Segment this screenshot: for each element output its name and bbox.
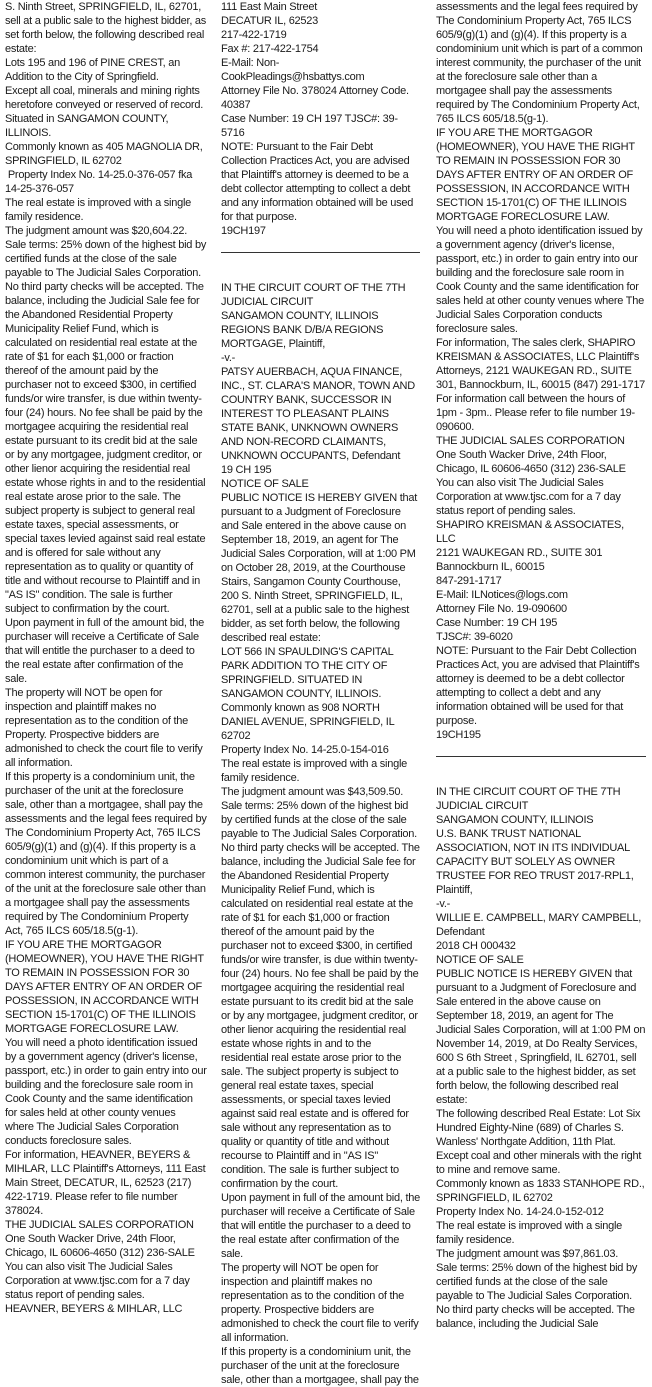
notice-paragraph: For information, HEAVNER, BEYERS & MIHLAR, LLC Plaintiff's Attorneys, 111 East Main Street, DECATUR, IL, 62523 (217) 422-1719. Please refer to file number 378024. <box>5 1149 209 1217</box>
notice-paragraph: LOT 566 IN SPAULDING'S CAPITAL PARK ADDITION TO THE CITY OF SPRINGFIELD. SITUATED IN SANGAMON COUNTY, ILLINOIS. <box>221 646 396 700</box>
notice-paragraph: The property will NOT be open for inspection and plaintiff makes no representation as to the condition of the property. Prospective bidders are admonished to check the court file to verify all information. <box>221 1262 422 1344</box>
notice-paragraph: The judgment amount was $20,604.22. <box>5 225 188 237</box>
notice-paragraph: NOTE: Pursuant to the Fair Debt Collection Practices Act, you are advised that Plaintiff's attorney is deemed to be a debt collector attempting to collect a debt and any information obtained will be used for that purpose. <box>436 645 643 727</box>
notice-paragraph: SANGAMON COUNTY, ILLINOIS <box>221 310 379 322</box>
notice-paragraph: The property will NOT be open for inspection and plaintiff makes no representation as to the condition of the Property. Prospective bidders are admonished to check the court file to verify all information. <box>5 687 206 769</box>
notice-paragraph: You will need a photo identification issued by a government agency (driver's license, passport, etc.) in order to gain entry into our building and the foreclosure sale room in Cook County and the same identification for sales held at other county venues where The Judicial Sales Corporation conducts foreclosure sales. <box>436 225 647 335</box>
notice-paragraph: IN THE CIRCUIT COURT OF THE 7TH JUDICIAL CIRCUIT <box>221 282 409 308</box>
notice-paragraph: If this property is a condominium unit, the purchaser of the unit at the foreclosure sale, other than a mortgagee, shall pay the assessments and the legal fees required by The Condominium Property Act, 765 ILCS 605/9(g)(1) and (g)(4). If this property is a condominium unit which is part of a common interest community, the purchaser of the unit at the foreclosure sale other than a mortgagee shall pay the assessments required by The Condominium Property Act, 765 ILCS 605/18.5(g-1). <box>5 771 210 937</box>
notice-paragraph: THE JUDICIAL SALES CORPORATION <box>5 1219 194 1231</box>
notice-paragraph: PATSY AUERBACH, AQUA FINANCE, INC., ST. CLARA'S MANOR, TOWN AND COUNTRY BANK, SUCCESSOR IN INTEREST TO PLEASANT PLAINS STATE BANK, UNKNOWN OWNERS AND NON-RECORD CLAIMANTS, UNKNOWN OCCUPANTS, Defendant <box>221 366 418 462</box>
notice-paragraph: Fax #: 217-422-1754 <box>221 43 319 55</box>
notice-paragraph: Except all coal, minerals and mining rights heretofore conveyed or reserved of record. Situated in SANGAMON COUNTY, ILLINOIS. <box>5 85 206 139</box>
notice-paragraph: -v.- <box>221 352 236 364</box>
notice-paragraph: E-Mail: ILNotices@logs.com <box>436 589 568 601</box>
notice-paragraph: If this property is a condominium unit, the purchaser of the unit at the foreclosure sale, other than a mortgagee, shall pay the <box>221 1346 419 1386</box>
notice-paragraph: NOTE: Pursuant to the Fair Debt Collection Practices Act, you are advised that Plaintiff's attorney is deemed to be a debt collector attempting to collect a debt and any information obtained will be used for that purpose. <box>221 141 416 223</box>
notice-paragraph: U.S. BANK TRUST NATIONAL ASSOCIATION, NOT IN ITS INDIVIDUAL CAPACITY BUT SOLELY AS OWNER TRUSTEE FOR REO TRUST 2017-RPL1, Plaintiff, <box>436 828 637 896</box>
notice-paragraph: Attorney File No. 19-090600 <box>436 603 567 615</box>
column-1 <box>0 0 213 1344</box>
notice-paragraph: IF YOU ARE THE MORTGAGOR (HOMEOWNER), YOU HAVE THE RIGHT TO REMAIN IN POSSESSION FOR 30 DAYS AFTER ENTRY OF AN ORDER OF POSSESSION, IN ACCORDANCE WITH SECTION 15-1701(C) OF THE ILLINOIS MORTGAGE FORECLOSURE LAW. <box>5 939 207 1035</box>
notice-paragraph: TJSC#: 39-6020 <box>436 631 513 643</box>
notice-paragraph: Property Index No. 14-25.0-154-016 <box>221 744 389 756</box>
notice-paragraph: IF YOU ARE THE MORTGAGOR (HOMEOWNER), YOU HAVE THE RIGHT TO REMAIN IN POSSESSION FOR 30 DAYS AFTER ENTRY OF AN ORDER OF POSSESSION, IN ACCORDANCE WITH SECTION 15-1701(C) OF THE ILLINOIS MORTGAGE FORECLOSURE LAW. <box>436 127 638 223</box>
notice-paragraph: 2018 CH 000432 <box>436 940 516 952</box>
notice-paragraph: REGIONS BANK D/B/A REGIONS MORTGAGE, Plaintiff, <box>221 324 387 350</box>
notice-paragraph: Sale terms: 25% down of the highest bid by certified funds at the close of the sale payable to The Judicial Sales Corporation. No third party checks will be accepted. The balance, including the Judicial Sale <box>436 1262 640 1330</box>
notice-paragraph: IN THE CIRCUIT COURT OF THE 7TH JUDICIAL CIRCUIT <box>436 786 624 812</box>
notice-paragraph: Commonly known as 908 NORTH DANIEL AVENUE, SPRINGFIELD, IL 62702 <box>221 702 397 742</box>
notice-paragraph: 2121 WAUKEGAN RD., SUITE 301 <box>436 547 603 559</box>
notice-paragraph: Upon payment in full of the amount bid, the purchaser will receive a Certificate of Sale that will entitle the purchaser to a deed to the real estate after confirmation of the sale. <box>221 1192 423 1260</box>
notice-paragraph: Attorney File No. 378024 Attorney Code. 40387 <box>221 85 412 111</box>
notice-paragraph: For information, The sales clerk, SHAPIRO KREISMAN & ASSOCIATES, LLC Plaintiff's Attorneys, 2121 WAUKEGAN RD., SUITE 301, Bannockburn, IL, 60015 (847) 291-1717 For information call between the hours of 1pm - 3pm.. Please refer to file number 19-090600. <box>436 337 648 433</box>
notice-paragraph: -v.- <box>436 898 451 910</box>
notice-paragraph: S. Ninth Street, SPRINGFIELD, IL, 62701, sell at a public sale to the highest bidder, as set forth below, the following described real estate: <box>5 1 209 55</box>
notice-paragraph: The real estate is improved with a single family residence. <box>221 758 410 784</box>
notice-paragraph: Lots 195 and 196 of PINE CREST, an Addition to the City of Springfield. <box>5 57 183 83</box>
notice-paragraph: One South Wacker Drive, 24th Floor, Chicago, IL 60606-4650 (312) 236-SALE <box>436 449 626 475</box>
notice-paragraph: SANGAMON COUNTY, ILLINOIS <box>436 814 594 826</box>
notice-paragraph: Bannockburn IL, 60015 <box>436 561 545 573</box>
notice-paragraph: 19 CH 195 <box>221 464 272 476</box>
notice-paragraph: Sale terms: 25% down of the highest bid by certified funds at the close of the sale payable to The Judicial Sales Corporation. No third party checks will be accepted. The balance, including the Judicial Sale fee for the Abandoned Residential Property Municipality Relief Fund, which is calculated on residential real estate at the rate of $1 for each $1,000 or fraction thereof of the amount paid by the purchaser not to exceed $300, in certified funds/or wire transfer, is due within twenty-four (24) hours. No fee shall be paid by the mortgagee acquiring the residential real estate pursuant to its credit bid at the sale or by any mortgagee, judgment creditor, or other lienor acquiring the residential real estate whose rights in and to the residential real estate arose prior to the sale. The subject property is subject to general real estate taxes, special assessments, or special taxes levied against said real estate and is offered for sale without any representation as to quality or quantity of title and without recourse to Plaintiff and in "AS IS" condition. The sale is further subject to confirmation by the court. <box>5 239 209 615</box>
notice-paragraph: E-Mail: Non-CookPleadings@hsbattys.com <box>221 57 365 83</box>
notice-paragraph: 19CH195 <box>436 729 481 741</box>
notice-paragraph: You will need a photo identification issued by a government agency (driver's license, passport, etc.) in order to gain entry into our building and the foreclosure sale room in Cook County and the same identification for sales held at other county venues where The Judicial Sales Corporation conducts foreclosure sales. <box>5 1037 210 1147</box>
notice-paragraph: DECATUR IL, 62523 <box>221 15 319 27</box>
notice-paragraph: Case Number: 19 CH 195 <box>436 617 558 629</box>
column-3 <box>428 0 652 1344</box>
column-2 <box>213 0 428 1386</box>
notice-paragraph: NOTICE OF SALE <box>221 478 309 490</box>
notice-paragraph: Case Number: 19 CH 197 TJSC#: 39-5716 <box>221 113 398 139</box>
notice-paragraph: Upon payment in full of the amount bid, the purchaser will receive a Certificate of Sale that will entitle the purchaser to a deed to the real estate after confirmation of the sale. <box>5 617 207 685</box>
notice-paragraph: The real estate is improved with a single family residence. <box>5 197 194 223</box>
notice-paragraph: assessments and the legal fees required by The Condominium Property Act, 765 ILCS 605/9(g)(1) and (g)(4). If this property is a condominium unit which is part of a common interest community, the purchaser of the unit at the foreclosure sale other than a mortgagee shall pay the assessments required by The Condominium Property Act, 765 ILCS 605/18.5(g-1). <box>436 1 646 125</box>
notice-paragraph: WILLIE E. CAMPBELL, MARY CAMPBELL, Defendant <box>436 912 644 938</box>
notice-paragraph: Property Index No. 14-24.0-152-012 <box>436 1206 604 1218</box>
notice-paragraph: You can also visit The Judicial Sales Corporation at www.tjsc.com for a 7 day status report of pending sales. <box>436 477 624 517</box>
notice-paragraph: Sale terms: 25% down of the highest bid by certified funds at the close of the sale payable to The Judicial Sales Corporation. No third party checks will be accepted. The balance, including the Judicial Sale fee for the Abandoned Residential Property Municipality Relief Fund, which is calculated on residential real estate at the rate of $1 for each $1,000 or fraction thereof of the amount paid by the purchaser not to exceed $300, in certified funds/or wire transfer, is due within twenty-four (24) hours. No fee shall be paid by the mortgagee acquiring the residential real estate pursuant to its credit bid at the sale or by any mortgagee, judgment creditor, or other lienor acquiring the residential real estate whose rights in and to the residential real estate arose prior to the sale. The subject property is subject to general real estate taxes, special assessments, or special taxes levied against said real estate and is offered for sale without any representation as to quality or quantity of title and without recourse to Plaintiff and in "AS IS" condition. The sale is further subject to confirmation by the court. <box>221 800 423 1190</box>
notice-paragraph: SHAPIRO KREISMAN & ASSOCIATES, LLC <box>436 519 627 545</box>
notice-paragraph: Commonly known as 1833 STANHOPE RD., SPRINGFIELD, IL 62702 <box>436 1178 648 1204</box>
notice-paragraph: PUBLIC NOTICE IS HEREBY GIVEN that pursuant to a Judgment of Foreclosure and Sale entered in the above cause on September 18, 2019, an agent for The Judicial Sales Corporation, will at 1:00 PM on October 28, 2019, at the Courthouse Stairs, Sangamon County Courthouse, 200 S. Ninth Street, SPRINGFIELD, IL, 62701, sell at a public sale to the highest bidder, as set forth below, the following described real estate: <box>221 492 420 644</box>
notice-paragraph: The following described Real Estate: Lot Six Hundred Eighty-Nine (689) of Charles S. Wanless' Northgate Addition, 11th Plat. Except coal and other minerals with the right to mine and remove same. <box>436 1108 645 1176</box>
notice-paragraph: 847-291-1717 <box>436 575 502 587</box>
notice-paragraph: 111 East Main Street <box>221 1 318 13</box>
notice-paragraph: NOTICE OF SALE <box>436 954 524 966</box>
notice-divider <box>221 252 420 253</box>
notice-paragraph: You can also visit The Judicial Sales Corporation at www.tjsc.com for a 7 day status report of pending sales. <box>5 1261 193 1301</box>
notice-paragraph: Property Index No. 14-25.0-376-057 fka 14-25-376-057 <box>5 169 195 195</box>
notice-paragraph: One South Wacker Drive, 24th Floor, Chicago, IL 60606-4650 (312) 236-SALE <box>5 1233 195 1259</box>
notice-paragraph: The real estate is improved with a single family residence. <box>436 1220 625 1246</box>
notice-paragraph: Commonly known as 405 MAGNOLIA DR, SPRINGFIELD, IL 62702 <box>5 141 206 167</box>
notice-divider <box>436 756 646 757</box>
notice-paragraph: 217-422-1719 <box>221 29 287 41</box>
notice-paragraph: PUBLIC NOTICE IS HEREBY GIVEN that pursuant to a Judgment of Foreclosure and Sale entered in the above cause on September 18, 2019, an agent for The Judicial Sales Corporation, will at 1:00 PM on November 14, 2019, at Do Realty Services, 600 S 6th Street , Springfield, IL 62701, sell at a public sale to the highest bidder, as set forth below, the following described real estate: <box>436 968 649 1106</box>
notice-paragraph: 19CH197 <box>221 225 266 237</box>
notice-paragraph: THE JUDICIAL SALES CORPORATION <box>436 435 625 447</box>
notice-paragraph: The judgment amount was $97,861.03. <box>436 1248 619 1260</box>
notice-paragraph: HEAVNER, BEYERS & MIHLAR, LLC <box>5 1303 183 1315</box>
notice-paragraph: The judgment amount was $43,509.50. <box>221 786 404 798</box>
